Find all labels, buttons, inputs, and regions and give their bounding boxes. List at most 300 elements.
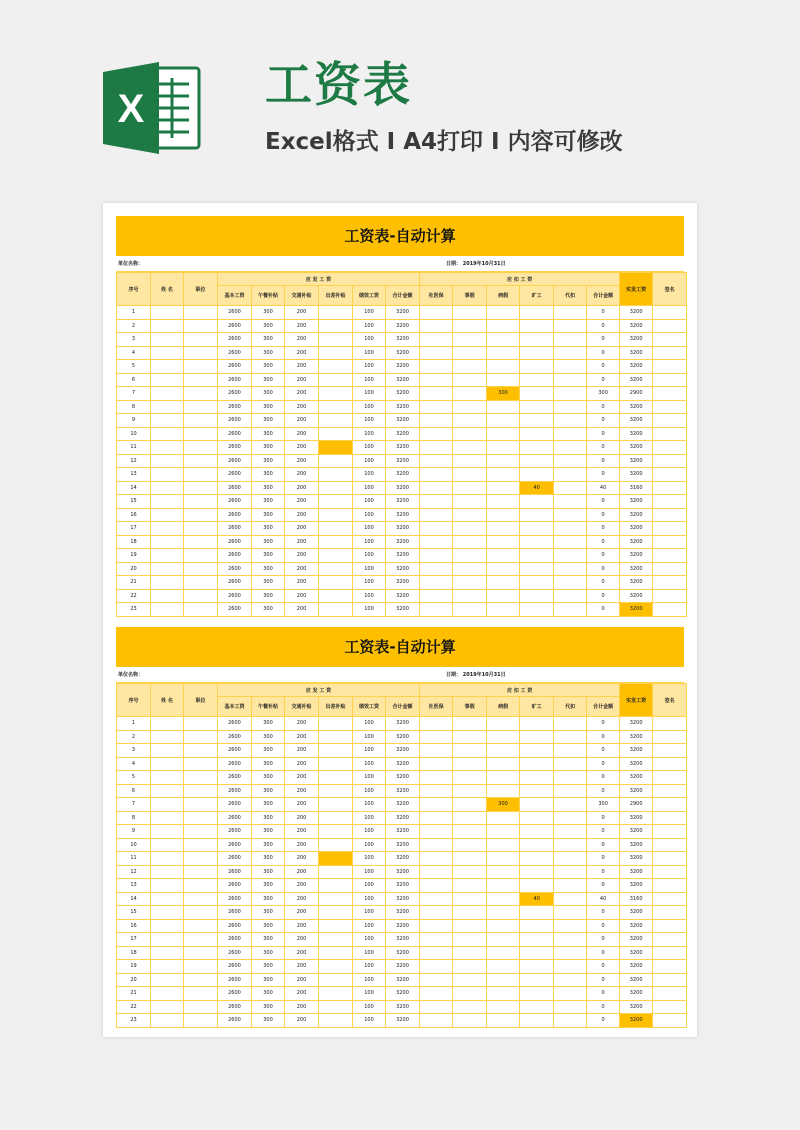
table-cell[interactable] [487,852,520,866]
table-cell[interactable] [487,441,520,455]
table-cell[interactable]: 0 [587,346,620,360]
table-cell[interactable] [554,549,587,563]
table-cell[interactable]: 10 [117,427,151,441]
table-cell[interactable] [151,933,184,947]
table-cell[interactable] [184,576,218,590]
table-cell[interactable] [453,1000,487,1014]
table-cell[interactable]: 3200 [620,522,653,536]
table-cell[interactable]: 0 [587,400,620,414]
table-cell[interactable]: 300 [252,798,285,812]
table-cell[interactable]: 3200 [620,576,653,590]
table-cell[interactable]: 2600 [218,771,252,785]
table-cell[interactable] [520,838,554,852]
table-cell[interactable]: 100 [353,906,386,920]
table-cell[interactable]: 21 [117,576,151,590]
table-cell[interactable] [184,811,218,825]
table-cell[interactable] [420,414,453,428]
table-cell[interactable] [151,919,184,933]
table-cell[interactable] [420,346,453,360]
table-cell[interactable]: 2600 [218,717,252,731]
table-cell[interactable]: 200 [285,589,319,603]
table-cell[interactable]: 3200 [620,933,653,947]
table-cell[interactable] [554,333,587,347]
table-cell[interactable]: 100 [353,306,386,320]
table-cell[interactable] [151,852,184,866]
table-cell[interactable] [453,838,487,852]
table-cell[interactable]: 300 [252,825,285,839]
table-cell[interactable] [653,427,687,441]
table-cell[interactable] [453,744,487,758]
table-cell[interactable] [554,562,587,576]
table-cell[interactable] [554,495,587,509]
table-cell[interactable]: 9 [117,825,151,839]
table-cell[interactable]: 3200 [620,973,653,987]
table-cell[interactable] [554,987,587,1001]
table-cell[interactable]: 16 [117,919,151,933]
table-cell[interactable] [554,1000,587,1014]
table-cell[interactable] [420,306,453,320]
table-cell[interactable]: 0 [587,1000,620,1014]
table-cell[interactable] [487,495,520,509]
table-cell[interactable] [487,757,520,771]
table-cell[interactable] [151,346,184,360]
table-cell[interactable] [487,576,520,590]
table-cell[interactable] [184,730,218,744]
table-cell[interactable]: 200 [285,535,319,549]
table-cell[interactable] [319,892,353,906]
table-cell[interactable] [653,825,687,839]
table-cell[interactable] [319,825,353,839]
table-cell[interactable] [420,825,453,839]
table-cell[interactable] [653,757,687,771]
table-cell[interactable]: 200 [285,414,319,428]
table-cell[interactable]: 300 [252,400,285,414]
table-cell[interactable]: 3200 [620,454,653,468]
table-cell[interactable]: 3200 [620,333,653,347]
table-cell[interactable] [319,919,353,933]
table-cell[interactable] [319,373,353,387]
table-cell[interactable]: 300 [252,865,285,879]
table-cell[interactable]: 300 [252,468,285,482]
table-cell[interactable] [653,744,687,758]
table-cell[interactable]: 10 [117,838,151,852]
table-cell[interactable] [653,346,687,360]
table-cell[interactable]: 3200 [620,589,653,603]
table-cell[interactable] [184,481,218,495]
table-cell[interactable] [554,960,587,974]
table-cell[interactable]: 3200 [386,576,420,590]
table-cell[interactable] [653,373,687,387]
table-cell[interactable] [487,879,520,893]
table-cell[interactable] [453,987,487,1001]
table-cell[interactable] [520,811,554,825]
table-cell[interactable]: 2 [117,319,151,333]
table-cell[interactable]: 200 [285,468,319,482]
table-cell[interactable]: 200 [285,441,319,455]
table-cell[interactable]: 3200 [386,333,420,347]
table-cell[interactable]: 2600 [218,387,252,401]
table-cell[interactable]: 300 [252,852,285,866]
table-cell[interactable]: 300 [252,387,285,401]
table-cell[interactable] [653,468,687,482]
table-cell[interactable] [653,852,687,866]
table-cell[interactable] [453,933,487,947]
table-cell[interactable]: 300 [252,730,285,744]
table-cell[interactable] [319,798,353,812]
table-cell[interactable] [319,481,353,495]
table-cell[interactable] [453,400,487,414]
table-cell[interactable]: 100 [353,730,386,744]
table-cell[interactable] [420,784,453,798]
table-cell[interactable] [184,306,218,320]
table-cell[interactable] [319,744,353,758]
table-cell[interactable]: 3200 [620,852,653,866]
table-cell[interactable] [319,838,353,852]
table-cell[interactable] [184,400,218,414]
table-cell[interactable] [319,333,353,347]
table-cell[interactable] [453,798,487,812]
table-cell[interactable] [554,838,587,852]
table-cell[interactable]: 0 [587,987,620,1001]
table-cell[interactable]: 100 [353,865,386,879]
table-cell[interactable]: 3200 [386,757,420,771]
table-cell[interactable]: 3200 [620,319,653,333]
table-cell[interactable] [453,576,487,590]
table-cell[interactable]: 100 [353,919,386,933]
table-cell[interactable] [319,946,353,960]
table-cell[interactable] [184,468,218,482]
table-cell[interactable] [653,973,687,987]
table-cell[interactable] [520,798,554,812]
table-cell[interactable] [453,771,487,785]
table-cell[interactable]: 100 [353,717,386,731]
table-cell[interactable] [151,825,184,839]
table-cell[interactable]: 200 [285,838,319,852]
table-cell[interactable]: 200 [285,306,319,320]
table-cell[interactable]: 0 [587,562,620,576]
table-cell[interactable]: 300 [252,427,285,441]
table-cell[interactable]: 8 [117,400,151,414]
table-cell[interactable]: 100 [353,387,386,401]
table-cell[interactable] [151,838,184,852]
table-cell[interactable]: 3200 [620,414,653,428]
table-cell[interactable] [319,400,353,414]
table-cell[interactable]: 200 [285,865,319,879]
table-cell[interactable] [319,414,353,428]
table-cell[interactable] [151,387,184,401]
table-cell[interactable] [184,535,218,549]
table-cell[interactable] [453,603,487,617]
table-cell[interactable]: 0 [587,576,620,590]
table-cell[interactable] [653,454,687,468]
table-cell[interactable]: 2600 [218,373,252,387]
table-cell[interactable]: 200 [285,549,319,563]
table-cell[interactable]: 0 [587,852,620,866]
table-cell[interactable]: 3200 [386,522,420,536]
table-cell[interactable]: 3200 [386,717,420,731]
table-cell[interactable] [520,427,554,441]
table-cell[interactable]: 3200 [386,1014,420,1028]
table-cell[interactable] [554,1014,587,1028]
table-cell[interactable] [653,387,687,401]
table-cell[interactable]: 0 [587,589,620,603]
table-cell[interactable]: 14 [117,481,151,495]
table-cell[interactable]: 3200 [620,535,653,549]
table-cell[interactable] [184,495,218,509]
table-cell[interactable] [420,973,453,987]
table-cell[interactable]: 13 [117,468,151,482]
table-cell[interactable]: 2600 [218,730,252,744]
table-cell[interactable] [319,468,353,482]
table-cell[interactable] [520,919,554,933]
table-cell[interactable] [653,319,687,333]
table-cell[interactable] [184,933,218,947]
table-cell[interactable] [554,400,587,414]
table-cell[interactable]: 100 [353,1000,386,1014]
table-cell[interactable] [487,906,520,920]
table-cell[interactable] [420,400,453,414]
table-cell[interactable]: 200 [285,879,319,893]
table-cell[interactable] [487,306,520,320]
table-cell[interactable]: 300 [252,306,285,320]
table-cell[interactable] [554,757,587,771]
table-cell[interactable] [554,879,587,893]
table-cell[interactable] [184,757,218,771]
table-cell[interactable]: 200 [285,481,319,495]
table-cell[interactable] [151,427,184,441]
table-cell[interactable]: 2600 [218,535,252,549]
table-cell[interactable]: 0 [587,717,620,731]
table-cell[interactable]: 3200 [620,427,653,441]
table-cell[interactable] [151,744,184,758]
table-cell[interactable] [487,717,520,731]
table-cell[interactable] [653,549,687,563]
table-cell[interactable]: 3200 [620,825,653,839]
table-cell[interactable] [184,454,218,468]
table-cell[interactable]: 2600 [218,879,252,893]
table-cell[interactable]: 300 [252,960,285,974]
table-cell[interactable] [653,495,687,509]
table-cell[interactable] [319,346,353,360]
table-cell[interactable]: 300 [487,798,520,812]
table-cell[interactable]: 300 [487,387,520,401]
table-cell[interactable] [420,811,453,825]
table-cell[interactable]: 300 [252,549,285,563]
table-cell[interactable] [184,879,218,893]
table-cell[interactable]: 3200 [620,373,653,387]
table-cell[interactable] [151,811,184,825]
table-cell[interactable]: 0 [587,771,620,785]
table-cell[interactable] [554,825,587,839]
table-cell[interactable] [420,508,453,522]
table-cell[interactable]: 2600 [218,603,252,617]
table-cell[interactable]: 300 [252,562,285,576]
table-cell[interactable]: 3200 [620,730,653,744]
table-cell[interactable]: 0 [587,360,620,374]
table-cell[interactable]: 100 [353,744,386,758]
table-cell[interactable]: 200 [285,784,319,798]
table-cell[interactable]: 0 [587,730,620,744]
table-cell[interactable]: 2600 [218,892,252,906]
table-cell[interactable] [487,333,520,347]
table-cell[interactable] [151,508,184,522]
table-cell[interactable] [151,906,184,920]
table-cell[interactable] [151,603,184,617]
table-cell[interactable]: 300 [587,798,620,812]
table-cell[interactable]: 3200 [620,757,653,771]
table-cell[interactable]: 300 [252,906,285,920]
table-cell[interactable]: 3200 [620,987,653,1001]
table-cell[interactable] [453,825,487,839]
table-cell[interactable]: 200 [285,400,319,414]
table-cell[interactable]: 2600 [218,549,252,563]
table-cell[interactable]: 2600 [218,454,252,468]
table-cell[interactable] [453,387,487,401]
table-cell[interactable]: 0 [587,879,620,893]
table-cell[interactable] [653,576,687,590]
table-cell[interactable]: 3200 [620,906,653,920]
table-cell[interactable] [554,973,587,987]
table-cell[interactable] [184,319,218,333]
table-cell[interactable]: 3200 [620,744,653,758]
table-cell[interactable]: 200 [285,892,319,906]
table-cell[interactable]: 3200 [386,468,420,482]
table-cell[interactable]: 3200 [386,427,420,441]
table-cell[interactable] [487,933,520,947]
table-cell[interactable] [554,717,587,731]
table-cell[interactable]: 200 [285,919,319,933]
table-cell[interactable] [184,892,218,906]
table-cell[interactable] [653,784,687,798]
table-cell[interactable]: 100 [353,454,386,468]
table-cell[interactable] [520,987,554,1001]
table-cell[interactable]: 5 [117,360,151,374]
table-cell[interactable]: 200 [285,495,319,509]
table-cell[interactable] [653,414,687,428]
table-cell[interactable]: 0 [587,603,620,617]
table-cell[interactable]: 0 [587,441,620,455]
table-cell[interactable] [453,919,487,933]
table-cell[interactable] [453,508,487,522]
table-cell[interactable]: 2600 [218,933,252,947]
table-cell[interactable]: 300 [252,811,285,825]
table-cell[interactable]: 2600 [218,919,252,933]
table-cell[interactable] [453,319,487,333]
table-cell[interactable]: 300 [252,535,285,549]
table-cell[interactable] [487,1014,520,1028]
table-cell[interactable]: 40 [520,892,554,906]
table-cell[interactable] [554,522,587,536]
table-cell[interactable] [319,603,353,617]
table-cell[interactable]: 200 [285,319,319,333]
table-cell[interactable]: 100 [353,576,386,590]
table-cell[interactable] [653,771,687,785]
table-cell[interactable]: 3200 [620,838,653,852]
table-cell[interactable] [151,468,184,482]
table-cell[interactable] [151,973,184,987]
table-cell[interactable]: 100 [353,333,386,347]
table-cell[interactable] [554,852,587,866]
table-cell[interactable]: 2600 [218,906,252,920]
table-cell[interactable] [151,757,184,771]
table-cell[interactable] [520,508,554,522]
table-cell[interactable] [653,906,687,920]
table-cell[interactable] [653,562,687,576]
table-cell[interactable]: 200 [285,603,319,617]
table-cell[interactable] [319,933,353,947]
table-cell[interactable] [151,562,184,576]
table-cell[interactable] [554,535,587,549]
table-cell[interactable]: 300 [252,522,285,536]
table-cell[interactable]: 17 [117,933,151,947]
table-cell[interactable]: 0 [587,319,620,333]
table-cell[interactable]: 3200 [386,441,420,455]
table-cell[interactable] [151,771,184,785]
table-cell[interactable] [487,771,520,785]
table-cell[interactable] [487,468,520,482]
table-cell[interactable]: 3200 [386,973,420,987]
table-cell[interactable] [520,973,554,987]
table-cell[interactable] [453,865,487,879]
table-cell[interactable] [151,414,184,428]
table-cell[interactable]: 3160 [620,481,653,495]
table-cell[interactable]: 100 [353,987,386,1001]
table-cell[interactable]: 12 [117,454,151,468]
table-cell[interactable] [520,387,554,401]
table-cell[interactable]: 3200 [620,811,653,825]
table-cell[interactable] [554,798,587,812]
table-cell[interactable]: 15 [117,906,151,920]
table-cell[interactable] [420,468,453,482]
table-cell[interactable]: 300 [252,360,285,374]
table-cell[interactable] [487,973,520,987]
table-cell[interactable] [319,387,353,401]
table-cell[interactable]: 3 [117,744,151,758]
table-cell[interactable] [487,730,520,744]
table-cell[interactable] [554,454,587,468]
table-cell[interactable]: 300 [252,414,285,428]
table-cell[interactable] [653,603,687,617]
table-cell[interactable]: 6 [117,373,151,387]
table-cell[interactable]: 100 [353,373,386,387]
table-cell[interactable]: 2600 [218,360,252,374]
table-cell[interactable] [184,508,218,522]
table-cell[interactable]: 0 [587,906,620,920]
table-cell[interactable] [420,535,453,549]
table-cell[interactable] [554,892,587,906]
table-cell[interactable]: 200 [285,798,319,812]
table-cell[interactable]: 3200 [620,495,653,509]
table-cell[interactable] [151,360,184,374]
table-cell[interactable]: 100 [353,360,386,374]
table-cell[interactable] [520,535,554,549]
table-cell[interactable]: 3200 [386,414,420,428]
table-cell[interactable] [554,603,587,617]
table-cell[interactable]: 3200 [620,562,653,576]
table-cell[interactable]: 300 [252,589,285,603]
table-cell[interactable]: 2600 [218,987,252,1001]
table-cell[interactable]: 3200 [386,730,420,744]
table-cell[interactable]: 300 [252,576,285,590]
table-cell[interactable] [653,811,687,825]
table-cell[interactable]: 200 [285,973,319,987]
table-cell[interactable]: 3200 [620,919,653,933]
table-cell[interactable]: 3200 [386,825,420,839]
table-cell[interactable]: 3200 [386,919,420,933]
table-cell[interactable] [184,987,218,1001]
table-cell[interactable]: 22 [117,1000,151,1014]
table-cell[interactable]: 3200 [386,589,420,603]
